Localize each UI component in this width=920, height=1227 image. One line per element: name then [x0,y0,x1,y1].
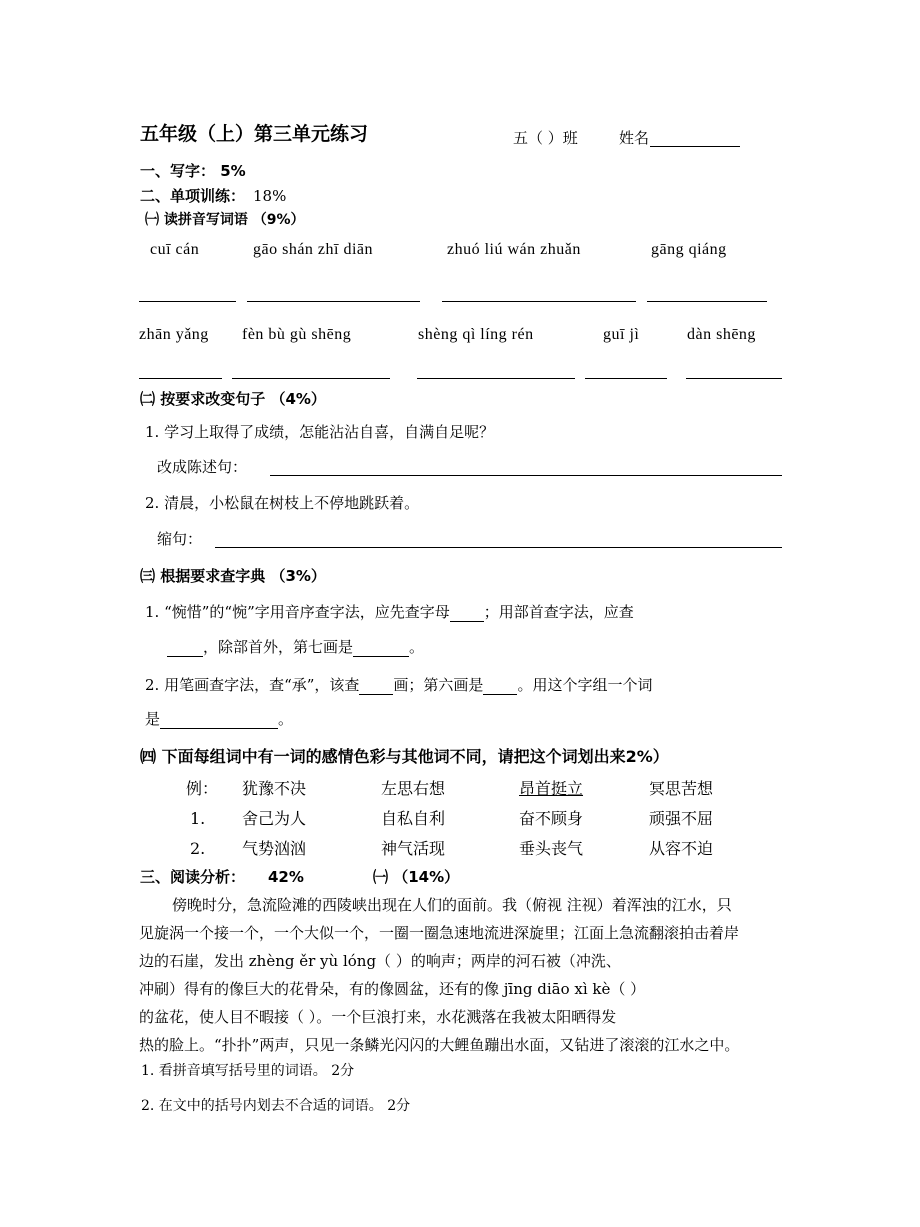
word-option[interactable]: 犹豫不决 [242,779,307,798]
pinyin: gāng qiáng [651,241,727,258]
answer-blank[interactable] [167,640,203,657]
question-text: ；用部首查字法，应查 [483,603,634,621]
word-option[interactable]: 舍己为人 [242,809,307,828]
passage-line: 的盆花，使人目不暇接（ ）。一个巨浪打来，水花溅落在我被太阳晒得发 [139,1008,617,1026]
word-option[interactable]: 垂头丧气 [519,839,584,858]
answer-blank[interactable] [585,378,667,379]
question-text: 2. 用笔画查字法，查“承”，该查 [145,676,360,694]
word-option[interactable]: 神气活现 [381,839,446,858]
pinyin: gāo shán zhī diān [253,241,374,258]
answer-blank[interactable] [686,378,782,379]
class-label: 五（ ）班 [513,129,578,147]
question-line [145,675,652,695]
section-3-heading: 三、阅读分析： [140,868,246,886]
answer-blank[interactable] [270,475,782,476]
word-option[interactable]: 奋不顾身 [519,809,584,828]
question-line [145,602,634,622]
answer-blank[interactable] [483,678,517,695]
question-text: 1. 学习上取得了成绩，怎能沾沾自喜，自满自足呢？ [145,423,495,441]
word-option[interactable]: 冥思苦想 [649,779,714,798]
passage-line: 热的脸上。“扑扑”两声，只见一条鳞光闪闪的大鲤鱼蹦出水面，又钻进了滚滚的江水之中。 [139,1036,740,1054]
pinyin: zhuó liú wán zhuǎn [447,241,581,258]
question-text: 。用这个字组一个词 [517,676,653,694]
pinyin: dàn shēng [687,326,756,343]
row-label: 2. [190,839,206,858]
pinyin: guī jì [603,326,640,343]
answer-blank[interactable] [359,678,393,695]
word-option[interactable]: 左思右想 [381,779,446,798]
passage-line: 傍晚时分，急流险滩的西陵峡出现在人们的面前。我（俯视 注视）着浑浊的江水，只 [172,896,732,914]
question-text: 。 [409,638,425,656]
section-2-percent: 18% [253,187,287,205]
name-blank[interactable] [650,146,740,147]
passage-line: 边的石崖，发出 zhèng ěr yù lóng（ ）的响声；两岸的河石被（冲洗、 [139,952,621,970]
word-option-underlined[interactable]: 昂首挺立 [519,779,584,798]
passage-line: 见旋涡一个接一个，一个大似一个，一圈一圈急速地流进深旋里；江面上急流翻滚拍击着岸 [139,924,740,942]
part-2-heading: ㈡ 按要求改变句子 （4%） [140,390,326,408]
answer-blank[interactable] [647,301,767,302]
question-text: 画；第六画是 [393,676,484,694]
pinyin: cuī cán [150,241,200,258]
pinyin: zhān yǎng [139,326,209,343]
question-text: ，除部首外，第七画是 [203,638,354,656]
pinyin: shèng qì líng rén [418,326,534,343]
word-option[interactable]: 从容不迫 [649,839,714,858]
answer-blank[interactable] [442,301,636,302]
section-3-percent: 42% [268,868,304,886]
question-prompt: 改成陈述句： [157,458,248,476]
answer-blank[interactable] [232,378,390,379]
part-4-heading: ㈣ 下面每组词中有一词的感情色彩与其他词不同，请把这个词划出来2%） [140,747,669,766]
passage-line: 冲刷）得有的像巨大的花骨朵，有的像圆盆，还有的像 jīng diāo xì kè（ ） [139,980,646,998]
answer-blank[interactable] [417,378,575,379]
answer-blank[interactable] [215,547,782,548]
reading-question: 2. 在文中的括号内划去不合适的词语。 2分 [141,1098,411,1114]
section-2-heading: 二、单项训练： [140,187,246,205]
section-1-heading: 一、写字： 5% [140,162,246,180]
answer-blank[interactable] [247,301,420,302]
page-title: 五年级（上）第三单元练习 [140,123,369,145]
section-3-sub: ㈠ （14%） [373,868,460,886]
part-3-heading: ㈢ 根据要求查字典 （3%） [140,567,326,585]
question-prompt: 缩句： [157,530,203,548]
word-option[interactable]: 自私自利 [381,809,446,828]
answer-blank[interactable] [160,712,278,729]
question-text: 2. 清晨，小松鼠在树枝上不停地跳跃着。 [145,494,420,512]
question-line [145,709,293,729]
word-option[interactable]: 气势汹汹 [242,839,307,858]
question-text: 。 [278,710,294,728]
row-label: 例： [186,779,219,798]
word-option[interactable]: 顽强不屈 [649,809,714,828]
part-1-heading: ㈠ 读拼音写词语 （9%） [145,212,305,228]
pinyin: fèn bù gù shēng [242,326,352,343]
reading-question: 1. 看拼音填写括号里的词语。 2分 [141,1063,355,1079]
answer-blank[interactable] [450,605,484,622]
name-label: 姓名 [619,129,650,147]
answer-blank[interactable] [139,301,236,302]
question-text: 1. “惋惜”的“惋”字用音序查字法，应先查字母 [145,603,450,621]
question-text: 是 [145,710,161,728]
question-line [167,637,424,657]
row-label: 1. [190,809,206,828]
answer-blank[interactable] [353,640,409,657]
answer-blank[interactable] [139,378,222,379]
